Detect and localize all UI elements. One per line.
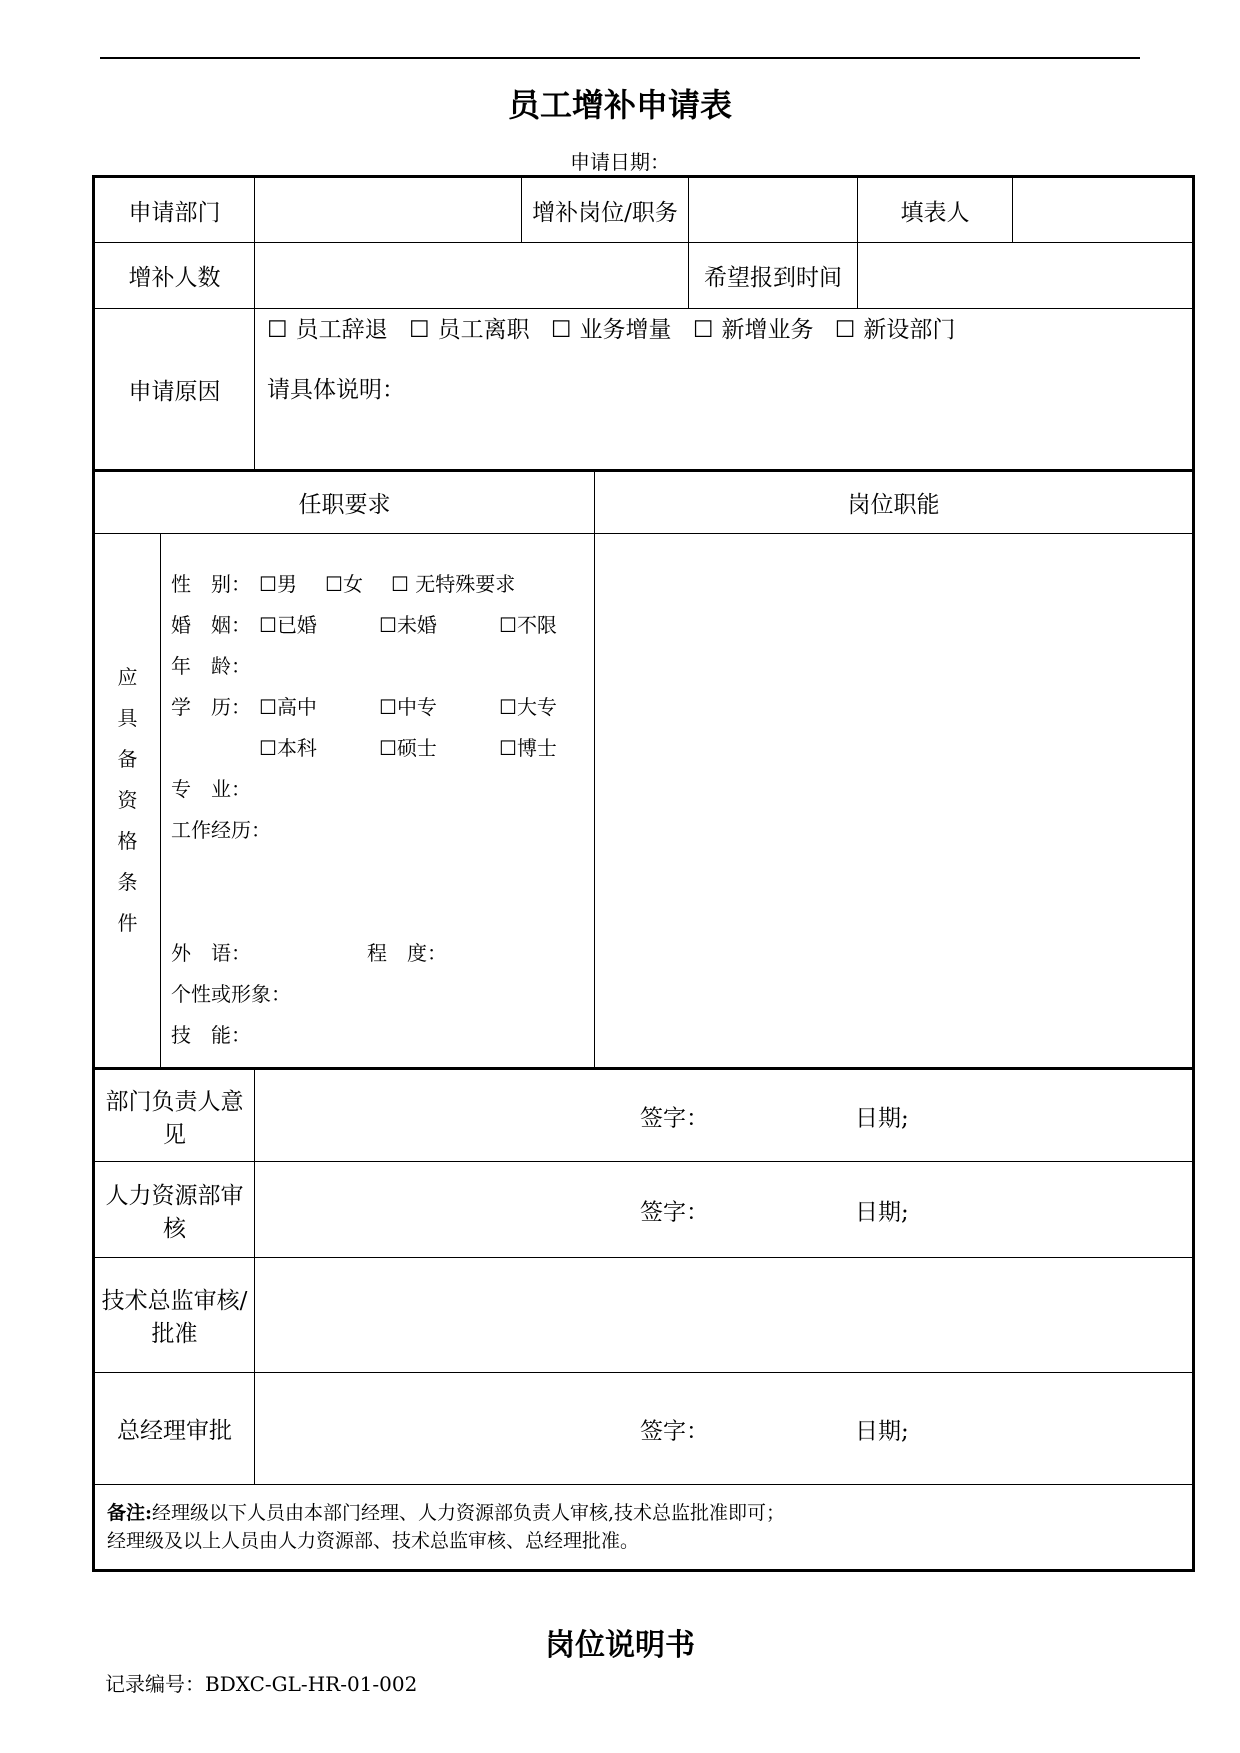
reason-option: 员工辞退 (295, 317, 388, 343)
filler-label: 填表人 (858, 177, 1013, 243)
checkbox-icon[interactable]: ☐ (408, 317, 430, 343)
dept-label: 申请部门 (94, 177, 255, 243)
position-label: 增补岗位/职务 (522, 177, 689, 243)
arrival-field[interactable] (858, 243, 1194, 309)
gender-option[interactable]: ☐女 (325, 572, 363, 596)
form-title: 员工增补申请表 (507, 86, 732, 124)
checkbox-icon[interactable]: ☐ (267, 317, 288, 343)
marital-option[interactable]: ☐不限 (499, 613, 557, 637)
reason-cell (255, 309, 1194, 471)
position-field[interactable] (689, 177, 858, 243)
record-number: 记录编号：BDXC-GL-HR-01-002 (105, 1672, 418, 1696)
sign-label: 签字： (640, 1105, 709, 1131)
sign-label: 签字： (640, 1418, 709, 1444)
note-label: 备注: (107, 1502, 153, 1524)
tech-director-label: 技术总监审核/批准 (94, 1258, 255, 1373)
education-option[interactable]: ☐中专 (379, 695, 437, 719)
subtitle: 岗位说明书 (545, 1628, 695, 1663)
checkbox-icon[interactable]: ☐ (550, 317, 572, 343)
major-row: 专 业： (171, 777, 251, 801)
hr-sign-cell[interactable] (255, 1162, 1194, 1258)
gender-row: 性 别： ☐男 ☐女 ☐ 无特殊要求 (171, 564, 594, 605)
qualifications-cell (161, 534, 595, 1069)
functions-header: 岗位职能 (595, 471, 1194, 534)
sign-label: 签字： (640, 1199, 709, 1225)
date-label: 日期; (855, 1105, 909, 1131)
apply-date-label: 申请日期： (570, 150, 670, 174)
application-form (92, 175, 1195, 1572)
reason-explain-label: 请具体说明： (267, 377, 405, 403)
marital-option[interactable]: ☐未婚 (379, 613, 437, 637)
note-line-1: 经理级以下人员由本部门经理、人力资源部负责人审核,技术总监批准即可； (152, 1502, 786, 1524)
language-row: 外 语： 程 度： (171, 941, 447, 965)
reason-label: 申请原因 (94, 309, 255, 471)
reason-options (267, 315, 1180, 345)
education-option[interactable]: ☐博士 (499, 736, 557, 760)
reason-option: 新设部门 (863, 317, 956, 343)
reason-option: 新增业务 (721, 317, 814, 343)
education-option[interactable]: ☐硕士 (379, 736, 437, 760)
education-row-2 (171, 728, 594, 769)
education-option[interactable]: ☐大专 (499, 695, 557, 719)
dept-head-label: 部门负责人意见 (94, 1069, 255, 1162)
requirements-header: 任职要求 (94, 471, 595, 534)
date-label: 日期; (855, 1418, 909, 1444)
education-option[interactable]: ☐高中 (259, 695, 317, 719)
count-label: 增补人数 (94, 243, 255, 309)
filler-field[interactable] (1013, 177, 1194, 243)
education-row: 学 历： ☐高中 ☐中专 ☐大专 (171, 687, 594, 728)
note-line-2: 经理级及以上人员由人力资源部、技术总监审核、总经理批准。 (107, 1530, 640, 1552)
education-option[interactable]: ☐本科 (259, 736, 317, 760)
marital-option[interactable]: ☐已婚 (259, 613, 317, 637)
functions-field[interactable] (595, 534, 1194, 1069)
personality-row: 个性或形象： (171, 982, 291, 1006)
gender-option[interactable]: ☐男 (259, 572, 297, 596)
gm-sign-cell[interactable] (255, 1373, 1194, 1485)
age-row: 年 龄： (171, 654, 251, 678)
reason-option: 员工离职 (437, 317, 530, 343)
count-field[interactable] (255, 243, 689, 309)
qualifications-side-label: 应 具 备 资 格 条 件 (94, 534, 161, 1069)
hr-label: 人力资源部审核 (94, 1162, 255, 1258)
skills-row: 技 能： (171, 1023, 251, 1047)
dept-field[interactable] (255, 177, 522, 243)
gender-option[interactable]: ☐ 无特殊要求 (391, 572, 516, 596)
reason-option: 业务增量 (579, 317, 672, 343)
checkbox-icon[interactable]: ☐ (692, 317, 714, 343)
note-cell (94, 1485, 1194, 1571)
gm-label: 总经理审批 (94, 1373, 255, 1485)
top-rule (100, 57, 1140, 59)
date-label: 日期; (855, 1199, 909, 1225)
experience-row: 工作经历： (171, 818, 271, 842)
checkbox-icon[interactable]: ☐ (834, 317, 856, 343)
marital-row: 婚 姻： ☐已婚 ☐未婚 ☐不限 (171, 605, 594, 646)
dept-head-sign-cell[interactable] (255, 1069, 1194, 1162)
arrival-label: 希望报到时间 (689, 243, 858, 309)
tech-director-cell[interactable] (255, 1258, 1194, 1373)
